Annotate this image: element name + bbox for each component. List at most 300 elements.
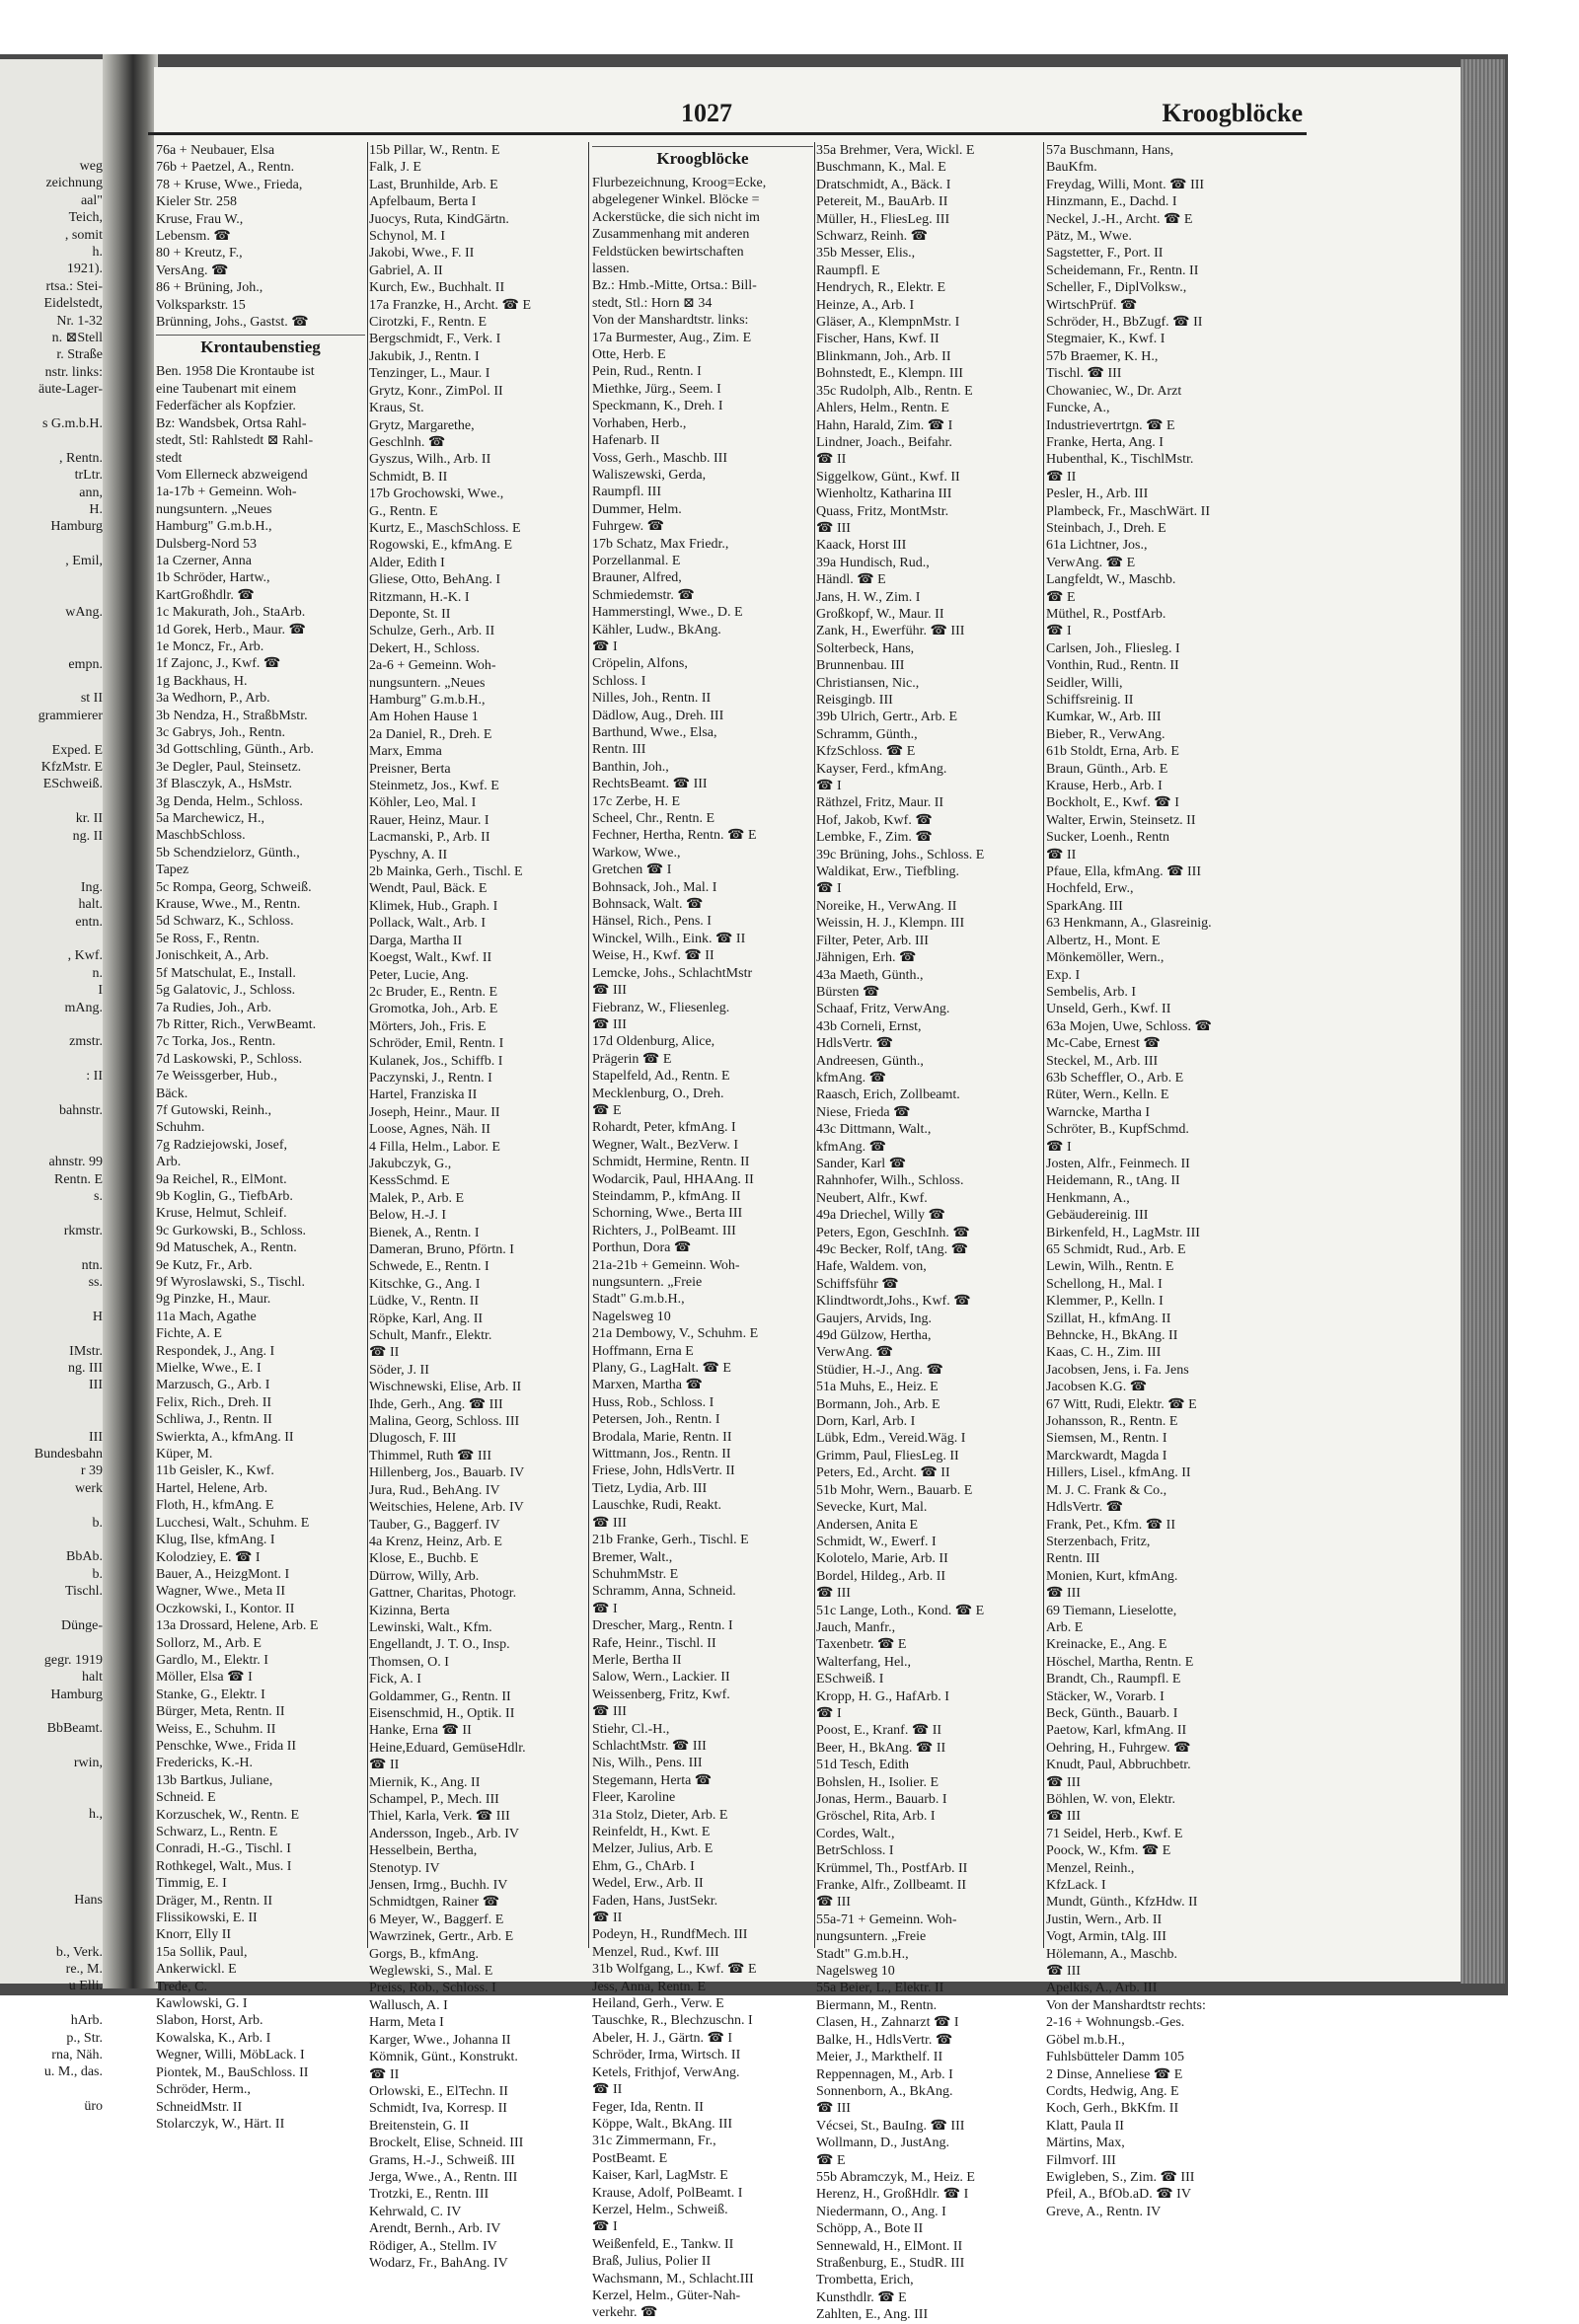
directory-entry: 5f Matschulat, E., Install. [156, 965, 296, 981]
directory-entry: Fuhrgew. ☎ [592, 519, 665, 535]
directory-entry: Wachsmann, M., Schlacht.III [592, 2271, 754, 2287]
directory-entry: Trotzki, E., Rentn. III [369, 2187, 489, 2203]
directory-entry: Schellong, H., Mal. I [1046, 1276, 1163, 1292]
directory-entry: Bürger, Meta, Rentn. II [156, 1704, 285, 1720]
directory-entry: Cordes, Walt., [816, 1826, 895, 1841]
directory-entry: Steinbach, J., Dreh. E [1046, 520, 1166, 536]
directory-entry: 9e Kutz, Fr., Arb. [156, 1257, 253, 1273]
directory-entry: 1e Moncz, Fr., Arb. [156, 638, 264, 654]
directory-entry: Ehm, G., ChArb. I [592, 1858, 695, 1874]
directory-entry: Hartel, Helene, Arb. [156, 1480, 268, 1496]
directory-entry: Stiehr, Cl.-H., [592, 1721, 670, 1737]
directory-entry: Hafe, Waldem. von, [816, 1259, 927, 1275]
directory-entry: Von der Manshardtstr. links: [592, 313, 749, 329]
directory-entry: Kulanek, Jos., Schiffb. I [369, 1053, 503, 1069]
directory-entry: Porthun, Dora ☎ [592, 1240, 692, 1256]
directory-entry: Steckel, M., Arb. III [1046, 1053, 1159, 1069]
directory-entry: Walter, Erwin, Steinsetz. II [1046, 812, 1196, 828]
directory-entry: Warkow, Wwe., [592, 845, 681, 861]
directory-entry: Felix, Rich., Dreh. II [156, 1394, 272, 1410]
directory-entry: Mielke, Wwe., E. I [156, 1361, 262, 1377]
directory-entry: ☎ I [592, 1601, 618, 1616]
directory-entry: Lübk, Edm., Vereid.Wäg. I [816, 1431, 966, 1447]
directory-entry: Cordts, Hedwig, Ang. E [1046, 2083, 1179, 2099]
directory-entry: Ketels, Frithjof, VerwAng. [592, 2064, 740, 2080]
directory-entry: 76b + Paetzel, A., Rentn. [156, 160, 295, 176]
directory-entry: ☎ I [816, 779, 842, 794]
directory-entry: 35a Brehmer, Vera, Wickl. E [816, 143, 975, 158]
directory-entry: Raasch, Erich, Zollbeamt. [816, 1087, 960, 1103]
directory-entry: Hanke, Erna ☎ II [369, 1723, 472, 1739]
page-number: 1027 [681, 99, 732, 127]
directory-entry: Alder, Edith I [369, 555, 445, 570]
directory-entry: Jakubik, J., Rentn. I [369, 348, 480, 364]
directory-entry: 21b Franke, Gerh., Tischl. E [592, 1533, 749, 1548]
directory-entry: Gretchen ☎ I [592, 862, 672, 878]
directory-entry: 1a-17b + Gemeinn. Woh- [156, 485, 297, 500]
directory-entry: Rentn. III [592, 742, 646, 758]
directory-entry: Jakubczyk, G., [369, 1156, 452, 1171]
directory-entry: WirtschPrüf. ☎ [1046, 297, 1138, 313]
directory-entry: 55a-71 + Gemeinn. Woh- [816, 1912, 957, 1927]
directory-entry: Schröder, Irma, Wirtsch. II [592, 2048, 741, 2063]
left-page-fragment: H [92, 1309, 103, 1324]
directory-entry: Bohnsack, Walt. ☎ [592, 897, 704, 913]
directory-entry: Pollack, Walt., Arb. I [369, 916, 486, 932]
directory-entry: Jensen, Irmg., Buchh. IV [369, 1878, 508, 1894]
directory-entry: Schynol, M. I [369, 229, 445, 245]
directory-entry: Preisner, Berta [369, 761, 451, 777]
directory-entry: Arendt, Bernh., Arb. IV [369, 2221, 501, 2237]
directory-entry: 39a Hundisch, Rud., [816, 555, 930, 570]
directory-entry: Andreesen, Günth., [816, 1053, 924, 1069]
directory-entry: Hoffmann, Erna E [592, 1343, 694, 1359]
directory-entry: Kayser, Ferd., kfmAng. [816, 761, 947, 777]
directory-entry: Schröder, Herm., [156, 2082, 251, 2098]
left-page-fragment: r 39 [80, 1463, 103, 1479]
directory-entry: Wawrzinek, Gertr., Arb. E [369, 1929, 514, 1945]
directory-entry: ☎ II [369, 2066, 400, 2082]
directory-entry: Lacmanski, P., Arb. II [369, 830, 490, 846]
directory-entry: Stegmaier, K., Kwf. I [1046, 332, 1165, 347]
directory-entry: Mönkemöller, Wern., [1046, 950, 1165, 966]
directory-entry: Bienek, A., Rentn. I [369, 1225, 480, 1240]
directory-entry: 63 Henkmann, A., Glasreinig. [1046, 916, 1212, 932]
left-page-fragment: trLtr. [74, 468, 103, 484]
directory-entry: Malina, Georg, Schloss. III [369, 1414, 520, 1430]
directory-entry: Stäcker, W., Vorarb. I [1046, 1688, 1165, 1704]
directory-entry: Filmvorf. III [1046, 2152, 1116, 2168]
directory-entry: Sonnenborn, A., BkAng. [816, 2083, 953, 2099]
directory-entry: Siemsen, M., Rentn. I [1046, 1431, 1167, 1447]
directory-entry: Poost, E., Kranf. ☎ II [816, 1723, 942, 1739]
left-page-fragment: p., Str. [66, 2030, 103, 2046]
directory-entry: Gläser, A., KlempnMstr. I [816, 315, 960, 331]
directory-entry: SchneidMstr. II [156, 2099, 243, 2115]
directory-entry: Lembke, F., Zim. ☎ [816, 830, 933, 846]
directory-entry: Filter, Peter, Arb. III [816, 933, 929, 948]
left-page-fragment: ng. II [72, 828, 103, 844]
directory-entry: Wendt, Paul, Bäck. E [369, 881, 488, 897]
directory-entry: Dekert, H., Schloss. [369, 640, 480, 656]
column-divider [814, 142, 815, 1948]
directory-entry: Kruse, Frau W., [156, 211, 244, 227]
directory-entry: 71 Seidel, Herb., Kwf. E [1046, 1826, 1183, 1841]
directory-entry: Dummer, Helm. [592, 501, 682, 517]
directory-entry: Scheidemann, Fr., Rentn. II [1046, 262, 1199, 278]
directory-entry: 5g Galatovic, J., Schloss. [156, 983, 296, 999]
directory-entry: 65 Schmidt, Rud., Arb. E [1046, 1242, 1186, 1257]
directory-entry: 5c Rompa, Georg, Schweiß. [156, 879, 312, 895]
directory-entry: Pesler, H., Arb. III [1046, 487, 1149, 502]
directory-entry: Brodala, Marie, Rentn. II [592, 1429, 732, 1445]
directory-entry: Siggelkow, Günt., Kwf. II [816, 469, 960, 485]
left-page-fragment: ss. [88, 1275, 103, 1290]
directory-entry: Freydag, Willi, Mont. ☎ III [1046, 177, 1205, 192]
directory-entry: Jakobi, Wwe., F. II [369, 246, 475, 262]
directory-entry: Ewigleben, S., Zim. ☎ III [1046, 2169, 1195, 2185]
directory-entry: Quass, Fritz, MontMstr. [816, 503, 949, 519]
left-page-fragment: b., Verk. [55, 1944, 103, 1960]
directory-entry: Henkmann, A., [1046, 1190, 1130, 1206]
directory-entry: 2a Daniel, R., Dreh. E [369, 726, 492, 742]
directory-entry: Seidler, Willi, [1046, 675, 1123, 691]
directory-entry: stedt, Stl: Rahlstedt ⊠ Rahl- [156, 433, 314, 449]
directory-entry: Koch, Gerh., BkKfm. II [1046, 2101, 1179, 2117]
directory-entry: Beer, H., BkAng. ☎ II [816, 1740, 946, 1756]
directory-entry: BauKfm. [1046, 160, 1097, 176]
street-heading: Kroogblöcke [592, 146, 813, 171]
directory-entry: Niedermann, O., Ang. I [816, 2204, 946, 2219]
directory-entry: Buschmann, K., Mal. E [816, 160, 946, 176]
directory-entry: Wegner, Willi, MöbLack. I [156, 2048, 305, 2063]
directory-entry: Monien, Kurt, kfmAng. [1046, 1568, 1178, 1584]
directory-entry: ☎ I [816, 881, 842, 897]
directory-entry: Jacobsen, Jens, i. Fa. Jens [1046, 1362, 1189, 1378]
directory-entry: Dameran, Bruno, Pförtn. I [369, 1242, 514, 1257]
directory-entry: Schwede, E., Rentn. I [369, 1259, 489, 1275]
directory-entry: Arb. E [1046, 1619, 1084, 1635]
directory-entry: Niese, Frieda ☎ [816, 1104, 911, 1120]
directory-entry: Albertz, H., Mont. E [1046, 933, 1161, 948]
directory-entry: Wodarz, Fr., BahAng. IV [369, 2255, 508, 2271]
directory-entry: 1a Czerner, Anna [156, 553, 253, 568]
left-page-fragment: üro [84, 2099, 103, 2115]
directory-entry: 7a Rudies, Joh., Arb. [156, 1000, 272, 1015]
directory-entry: Penschke, Wwe., Frida II [156, 1738, 297, 1754]
directory-entry: stedt, Stl.: Horn ⊠ 34 [592, 295, 713, 311]
directory-entry: Faden, Hans, JustSekr. [592, 1893, 718, 1909]
directory-entry: Mecklenburg, O., Dreh. [592, 1086, 724, 1101]
directory-entry: Wallusch, A. I [369, 1997, 448, 2013]
directory-entry: Kaiser, Karl, LagMstr. E [592, 2168, 728, 2184]
directory-entry: KartGroßhdlr. ☎ [156, 587, 255, 603]
directory-entry: Plany, G., LagHalt. ☎ E [592, 1361, 731, 1377]
directory-entry: Hillenberg, Jos., Bauarb. IV [369, 1465, 525, 1481]
directory-entry: Biermann, M., Rentn. [816, 1997, 938, 2013]
directory-entry: ☎ III [1046, 1809, 1081, 1825]
directory-entry: Bohslen, H., Isolier. E [816, 1774, 940, 1790]
left-page-fragment: Bundesbahn [34, 1447, 103, 1462]
directory-entry: Hamburg" G.m.b.H., [156, 519, 272, 535]
directory-entry: Harm, Meta I [369, 2015, 444, 2031]
directory-entry: Rothkegel, Walt., Mus. I [156, 1858, 292, 1874]
left-page-fragment: KfzMstr. E [40, 760, 103, 775]
directory-entry: Weise, H., Kwf. ☎ II [592, 948, 714, 964]
directory-entry: Schampel, P., Mech. III [369, 1792, 499, 1807]
left-page-fragment: ahnstr. 99 [48, 1155, 103, 1170]
directory-entry: Timmig, E. I [156, 1876, 227, 1892]
directory-entry: Speckmann, K., Dreh. I [592, 399, 723, 414]
directory-entry: Engellandt, J. T. O., Insp. [369, 1637, 510, 1653]
left-page-fragment: Rentn. E [54, 1171, 103, 1187]
book-gutter [103, 54, 158, 1988]
directory-entry: Juocys, Ruta, KindGärtn. [369, 211, 509, 227]
directory-entry: 2 Dinse, Anneliese ☎ E [1046, 2066, 1183, 2082]
page-stack-edge [1461, 59, 1505, 1984]
directory-entry: Höschel, Martha, Rentn. E [1046, 1654, 1194, 1670]
directory-entry: Marx, Emma [369, 744, 442, 760]
directory-entry: 43b Corneli, Ernst, [816, 1018, 922, 1034]
left-page-fragment: ESchweiß. [42, 777, 103, 792]
directory-entry: ☎ I [1046, 1139, 1072, 1155]
directory-entry: Lüdke, V., Rentn. II [369, 1294, 480, 1310]
left-page-fragment: rkmstr. [63, 1223, 103, 1238]
directory-entry: Brünning, Johs., Gastst. ☎ [156, 315, 309, 331]
directory-column-2 [369, 142, 584, 2271]
directory-entry: Federfächer als Kopfzier. [156, 399, 296, 414]
directory-entry: Vorhaben, Herb., [592, 415, 687, 431]
directory-entry: Plambeck, Fr., MaschWärt. II [1046, 503, 1211, 519]
left-page-text [0, 158, 103, 2115]
directory-entry: Nilles, Joh., Rentn. II [592, 691, 712, 707]
directory-entry: Paczynski, J., Rentn. I [369, 1070, 492, 1086]
left-page-fragment: : II [86, 1069, 103, 1085]
directory-entry: Poock, W., Kfm. ☎ E [1046, 1843, 1171, 1859]
directory-entry: Neckel, J.-H., Archt. ☎ E [1046, 211, 1193, 227]
directory-entry: 3e Degler, Paul, Steinsetz. [156, 759, 302, 775]
directory-entry: Schult, Manfr., Elektr. [369, 1328, 492, 1344]
directory-entry: Sander, Karl ☎ [816, 1156, 907, 1171]
directory-entry: Bergschmidt, F., Verk. I [369, 332, 501, 347]
directory-entry: 15a Sollik, Paul, [156, 1944, 248, 1960]
directory-entry: Andersson, Ingeb., Arb. IV [369, 1826, 520, 1841]
directory-entry: Sevecke, Kurt, Mal. [816, 1500, 928, 1516]
directory-entry: G., Rentn. E [369, 503, 438, 519]
directory-entry: 21a Dembowy, V., Schuhm. E [592, 1326, 759, 1342]
directory-entry: Klatt, Paula II [1046, 2118, 1124, 2134]
directory-entry: Kawlowski, G. I [156, 1996, 248, 2012]
left-page-fragment: Teich, [68, 210, 103, 226]
directory-entry: Zusammenhang mit anderen [592, 227, 750, 243]
directory-entry: Hahn, Harald, Zim. ☎ I [816, 417, 953, 433]
directory-entry: ☎ III [1046, 1774, 1081, 1790]
directory-entry: Brockelt, Elise, Schneid. III [369, 2136, 524, 2151]
left-page-fragment: 1921). [66, 262, 103, 277]
directory-entry: Klose, E., Buchb. E [369, 1551, 479, 1567]
directory-entry: Scheller, F., DiplVolksw., [1046, 280, 1187, 296]
directory-entry: Mundt, Günth., KfzHdw. II [1046, 1895, 1198, 1911]
directory-entry: Heinze, A., Arb. I [816, 297, 915, 313]
directory-entry: ☎ I [592, 2219, 618, 2235]
directory-entry: ☎ E [816, 2152, 846, 2168]
directory-entry: Dorn, Karl, Arb. I [816, 1414, 916, 1430]
directory-entry: Langfeldt, W., Maschb. [1046, 572, 1176, 588]
directory-entry: Klimek, Hub., Graph. I [369, 898, 498, 914]
directory-entry: Heidemann, R., tAng. II [1046, 1173, 1180, 1189]
directory-entry: Hänsel, Rich., Pens. I [592, 914, 712, 930]
directory-entry: Kraus, St. [369, 401, 424, 416]
directory-entry: Behncke, H., BkAng. II [1046, 1328, 1178, 1344]
directory-entry: ☎ III [592, 1016, 627, 1032]
directory-entry: Marxen, Martha ☎ [592, 1378, 703, 1393]
directory-entry: ☎ II [369, 1758, 400, 1773]
directory-entry: Knudt, Paul, Abbruchbetr. [1046, 1758, 1191, 1773]
directory-entry: Dulsberg-Nord 53 [156, 536, 258, 552]
directory-entry: Deponte, St. II [369, 606, 451, 622]
directory-entry: 3f Blasczyk, A., HsMstr. [156, 777, 293, 792]
directory-entry: 61b Stoldt, Erna, Arb. E [1046, 744, 1179, 760]
left-page-fragment: rwin, [73, 1756, 103, 1771]
left-page-fragment: BbBeamt. [46, 1721, 103, 1737]
directory-entry: Gromotka, Joh., Arb. E [369, 1002, 498, 1017]
directory-entry: Schliwa, J., Rentn. II [156, 1412, 272, 1428]
directory-entry: Grams, H.-J., Schweiß. III [369, 2152, 515, 2168]
directory-entry: Krause, Wwe., M., Rentn. [156, 897, 301, 913]
directory-entry: Fechner, Hertha, Rentn. ☎ E [592, 828, 757, 844]
left-page-fragment: s. [94, 1189, 103, 1204]
left-page-fragment: Nr. 1-32 [56, 313, 103, 329]
directory-entry: Bremer, Walt., [592, 1549, 673, 1565]
directory-entry: Schmidtgen, Rainer ☎ [369, 1895, 500, 1911]
left-page-fragment: nstr. links: [44, 364, 103, 380]
directory-entry: nungsuntern. „Neues [156, 501, 272, 517]
directory-entry: KfzSchloss. ☎ E [816, 744, 916, 760]
left-page-fragment: III [89, 1429, 103, 1445]
directory-entry: Porzellanmal. E [592, 553, 681, 568]
directory-entry: Reinfeldt, H., Kwt. E [592, 1825, 711, 1839]
directory-entry: Röpke, Karl, Ang. II [369, 1311, 484, 1326]
directory-entry: Dlugosch, F. III [369, 1431, 457, 1447]
directory-entry: Podeyn, H., RundfMech. III [592, 1927, 748, 1943]
directory-entry: 9b Koglin, G., TiefbArb. [156, 1188, 293, 1204]
directory-entry: Fuhlsbütteler Damm 105 [1046, 2050, 1184, 2065]
directory-entry: Händl. ☎ E [816, 572, 886, 588]
directory-entry: Brauner, Alfred, [592, 570, 682, 586]
directory-entry: Jähnigen, Erh. ☎ [816, 950, 917, 966]
directory-entry: Bockholt, E., Kwf. ☎ I [1046, 795, 1179, 811]
directory-entry: Kehrwald, C. IV [369, 2204, 462, 2219]
directory-entry: 7c Torka, Jos., Rentn. [156, 1034, 276, 1050]
directory-entry: Ahlers, Helm., Rentn. E [816, 401, 949, 416]
directory-entry: Bohnstedt, E., Klempn. III [816, 366, 963, 382]
directory-entry: Lewinski, Walt., Kfm. [369, 1619, 492, 1635]
directory-entry: ☎ E [592, 1102, 622, 1118]
directory-entry: 13a Drossard, Helene, Arb. E [156, 1618, 319, 1634]
directory-entry: Noreike, H., VerwAng. II [816, 898, 957, 914]
directory-entry: 2a-6 + Gemeinn. Woh- [369, 658, 496, 674]
directory-entry: kfmAng. ☎ [816, 1070, 887, 1086]
directory-column-3 [592, 142, 813, 2321]
directory-entry: Pätz, M., Wwe. [1046, 229, 1132, 245]
directory-entry: ☎ III [1046, 1964, 1081, 1980]
left-page-fragment: empn. [68, 656, 103, 672]
directory-entry: Bormann, Joh., Arb. E [816, 1396, 940, 1412]
directory-entry: Conradi, H.-G., Tischl. I [156, 1841, 291, 1857]
directory-entry: Trede, C. [156, 1979, 207, 1994]
directory-entry: Last, Brunhilde, Arb. E [369, 177, 498, 192]
directory-entry: kfmAng. ☎ [816, 1139, 887, 1155]
directory-entry: Bäck. [156, 1086, 188, 1101]
directory-entry: RechtsBeamt. ☎ III [592, 777, 708, 792]
left-page-fragment: n. [92, 965, 103, 981]
directory-entry: 17b Schatz, Max Friedr., [592, 536, 729, 552]
directory-entry: Vonthin, Rud., Rentn. II [1046, 658, 1179, 674]
directory-entry: Waliszewski, Gerda, [592, 467, 707, 483]
left-page-fragment: entn. [75, 914, 103, 930]
directory-entry: Möller, Elsa ☎ I [156, 1670, 253, 1686]
directory-entry: Marzusch, G., Arb. I [156, 1378, 270, 1393]
directory-entry: verkehr. ☎ [592, 2305, 658, 2321]
directory-entry: Märtins, Max, [1046, 2136, 1125, 2151]
directory-entry: Gebäudereinig. III [1046, 1208, 1149, 1224]
directory-entry: 35b Messer, Elis., [816, 246, 916, 262]
directory-entry: Klemmer, P., Kelln. I [1046, 1294, 1164, 1310]
directory-entry: Müller, H., FliesLeg. III [816, 211, 950, 227]
directory-entry: Stadt" G.m.b.H., [816, 1946, 909, 1962]
directory-entry: 1c Makurath, Joh., StaArb. [156, 605, 306, 621]
directory-entry: Christiansen, Nic., [816, 675, 920, 691]
directory-entry: Ben. 1958 Die Krontaube ist [156, 364, 315, 380]
directory-entry: Banthin, Joh., [592, 759, 669, 775]
directory-entry: Bz.: Hmb.-Mitte, Ortsa.: Bill- [592, 278, 757, 294]
left-page-fragment: rna, Näh. [51, 2048, 103, 2062]
directory-entry: 9a Reichel, R., ElMont. [156, 1171, 287, 1187]
directory-entry: Exp. I [1046, 967, 1081, 983]
directory-entry: Schorning, Wwe., Berta III [592, 1206, 743, 1222]
directory-entry: Franke, Herta, Ang. I [1046, 434, 1164, 450]
directory-entry: Sterzenbach, Fritz, [1046, 1534, 1151, 1549]
directory-entry: Birkenfeld, H., LagMstr. III [1046, 1225, 1200, 1240]
directory-entry: HdlsVertr. ☎ [816, 1036, 894, 1052]
directory-entry: Klug, Ilse, kfmAng. I [156, 1533, 275, 1548]
directory-entry: 51c Lange, Loth., Kond. ☎ E [816, 1603, 985, 1618]
directory-entry: Fredericks, K.-H. [156, 1756, 253, 1771]
directory-entry: Fichte, A. E [156, 1326, 222, 1342]
directory-entry: Cirotzki, F., Rentn. E [369, 315, 488, 331]
directory-entry: Jonas, Herm., Bauarb. I [816, 1792, 947, 1807]
directory-entry: Greve, A., Rentn. IV [1046, 2204, 1162, 2219]
directory-entry: Jacobsen K.G. ☎ [1046, 1380, 1148, 1395]
directory-entry: ☎ E [1046, 589, 1076, 605]
directory-entry: KfzLack. I [1046, 1878, 1106, 1894]
directory-entry: Krause, Herb., Arb. I [1046, 779, 1163, 794]
directory-entry: 9f Wyroslawski, S., Tischl. [156, 1275, 305, 1290]
directory-entry: Weissin, H. J., Klempn. III [816, 916, 965, 932]
left-page-fragment: u. M., das. [43, 2064, 103, 2080]
left-page-fragment: n. ⊠Stell [51, 331, 103, 345]
directory-entry: 78 + Kruse, Wwe., Frieda, [156, 177, 303, 192]
directory-entry: Straßenburg, E., StudR. III [816, 2255, 965, 2271]
left-page-fragment: , Rentn. [59, 450, 103, 466]
directory-entry: Richters, J., PolBeamt. III [592, 1223, 736, 1238]
left-page-fragment: st II [80, 691, 103, 707]
directory-entry: Friese, John, HdlsVertr. II [592, 1463, 735, 1479]
directory-entry: Knorr, Elly II [156, 1927, 232, 1943]
directory-entry: 5d Schwarz, K., Schloss. [156, 914, 294, 930]
directory-entry: Hinzmann, E., Dachd. I [1046, 194, 1177, 210]
directory-entry: Industrievertrtgn. ☎ E [1046, 417, 1175, 433]
